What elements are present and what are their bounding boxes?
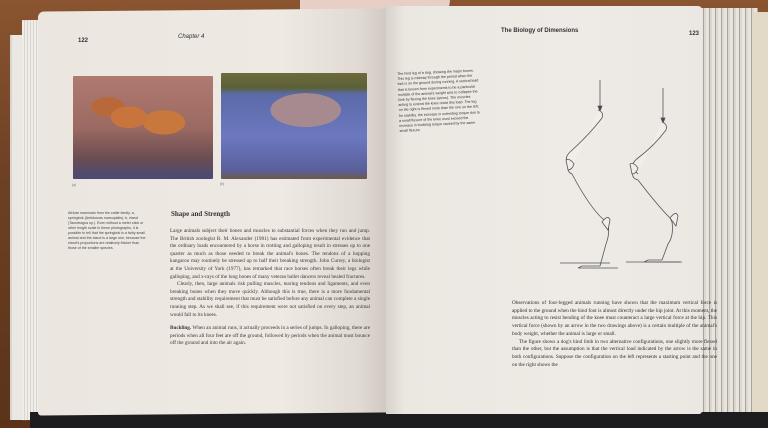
book-cover-edge [752, 12, 768, 424]
photo-label-a: (a) [72, 183, 77, 187]
photo-label-b: (b) [220, 182, 225, 186]
figure-caption-right: The hind leg of a dog, showing the major bones. This leg is midway through the period when the foot is on the ground during running. A vertical load that is known from experiments to be a particular multiple of the animal's weight acts to collapse the limb by flexing the knee (arrow). The muscles acting to extend the knee resist this load. The leg on the right is flexed more than the one on the left; for stability, the increase in extending torque due to a small flexure of the knee must exceed the increase in buckling torque caused by the same small flexure. [397, 68, 480, 134]
figure-caption-left: African mammals from the cattle family: a, springbok (Antidorcas marsupialis); b, eland (Taurotragus sp.). Even without a meter stick or other length scale in these photographs, it is possible to tell that the springbok is a fairly small animal and the eland is a large one, because the eland's proportions are relatively thicker than those of the smaller species. [68, 211, 146, 250]
paragraph: Observations of four-legged animals running have shown that the maximum vertical force is applied to the ground when the hind foot is almost directly under the hip joint. At this moment, the muscles acting to resist bending of the knee must counteract a large vertical force at the hip. This vertical force (shown by an arrow in the two drawings above) is a certain multiple of the animal's body weight, whether the animal is large or small. [512, 300, 717, 337]
run-in-head: Buckling. [170, 325, 192, 332]
subsection-text: When an animal runs, it actually proceeds in a series of jumps. In galloping, there are periods when all four feet are off the ground, followed by periods when the animal must bounce off the ground and into the air again. [170, 325, 370, 347]
photo-eland [221, 73, 367, 179]
paragraph: Clearly, then, large animals risk pulling muscles, tearing tendons and ligaments, and even breaking bones when they move quickly. Although this is true, there is a more fundamental strength and stability requirement that must be satisfied before any animal can complete a single running step. As we shall see, if this requirement were not satisfied on every step, an animal would fall to its knees. [170, 281, 370, 318]
running-head-left: Chapter 4 [178, 34, 205, 40]
section-title: Shape and Strength [171, 210, 231, 218]
dog-hind-limb-figure [520, 80, 720, 270]
page-number-right: 123 [689, 31, 700, 37]
subsection-paragraph [170, 325, 370, 348]
paragraph: Large animals subject their bones and muscles to substantial forces when they run and jump. The British zoologist R. M. Alexander (1981) has estimated from experimental evidence that the ordinary loads encountered by a horse in trotting and galloping result in stresses up to one quarter as much as those needed to break the animal's bones. The tendons of a hopping kangaroo may routinely be stressed up to half their breaking strength. John Currey, a biologist at the University of York (1977), has remarked that race horses often break their legs while galloping, and x-rays of the long bones of many veteran ballet dancers reveal healed fractures. [170, 228, 370, 280]
photo-springbok [73, 76, 213, 179]
body-text-left [170, 228, 370, 348]
paragraph: The figure shows a dog's hind limb in two alternative configurations, one slightly more flexed than the other, but the assumption is that the vertical load indicated by the arrow is the same in both configurations. Suppose the configuration on the left represents a starting point and the one on the right shows the [512, 338, 717, 368]
page-number-left: 122 [78, 38, 89, 44]
body-text-right [512, 300, 717, 369]
running-head-right: The Biology of Dimensions [501, 28, 579, 34]
